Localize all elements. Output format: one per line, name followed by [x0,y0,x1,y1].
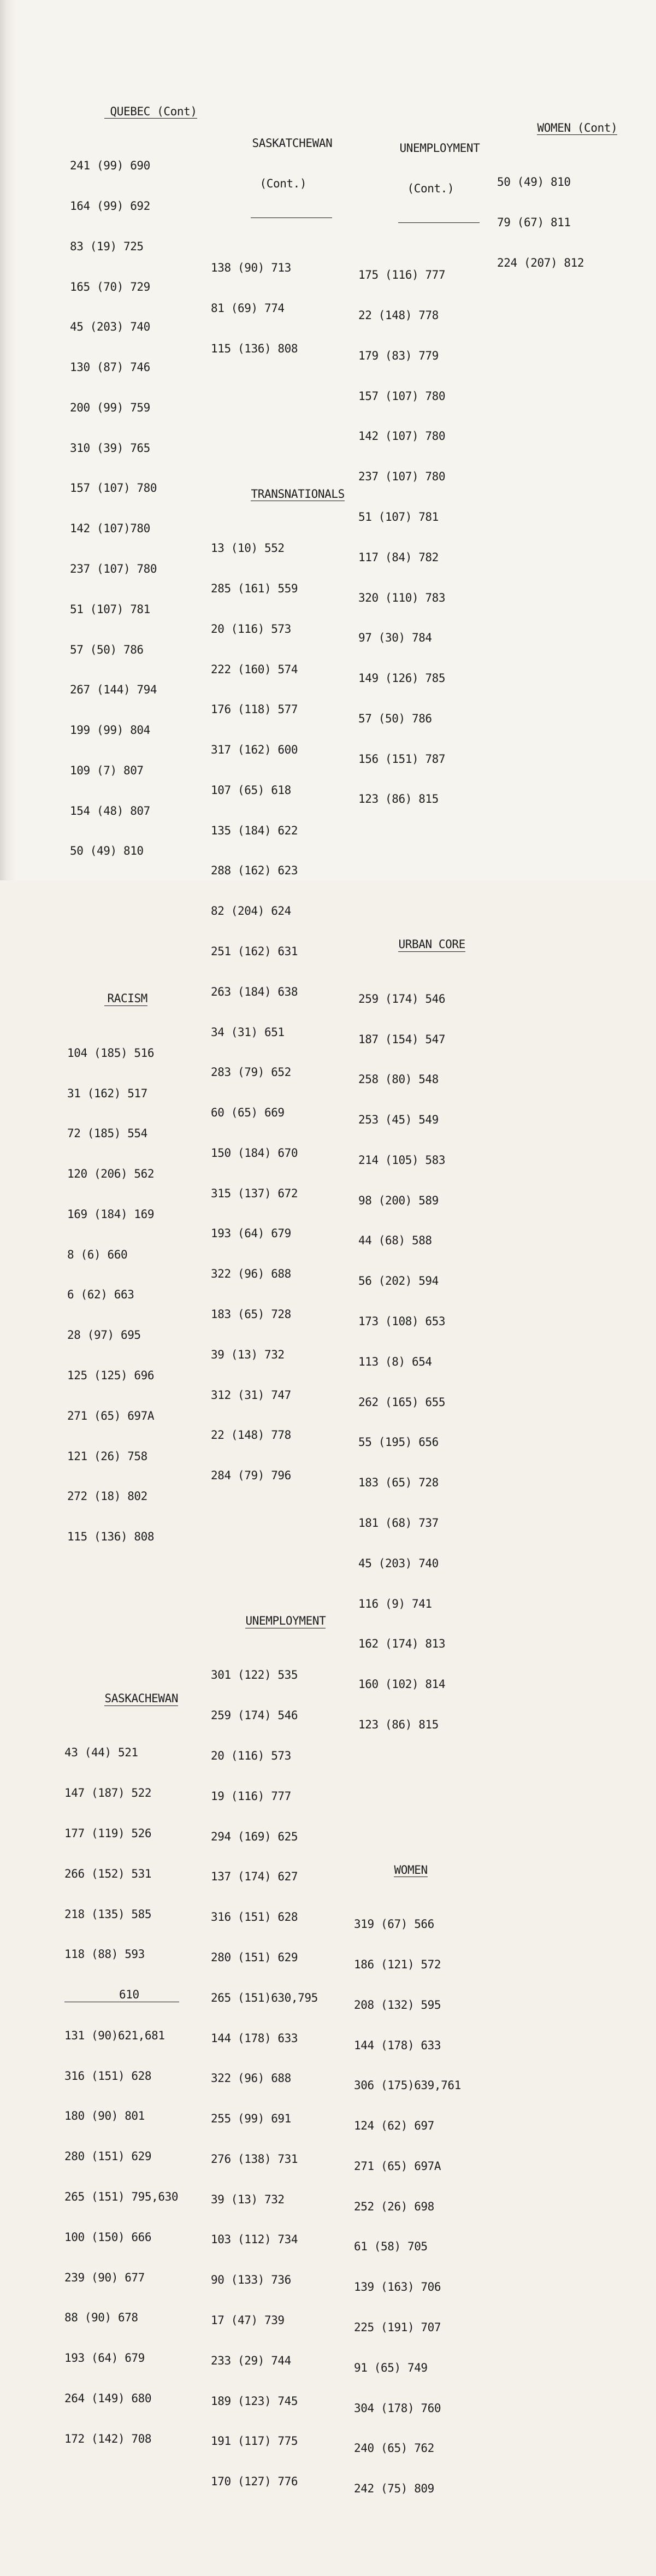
index-entry: 237 (107) 780 [70,562,157,575]
index-entry: 179 (83) 779 [358,349,439,362]
section-gap [211,436,345,447]
index-entry: 225 (191) 707 [354,2320,441,2334]
index-entry: 39 (13) 732 [211,2192,285,2206]
index-entry: 272 (18) 802 [67,1490,147,1503]
index-entry: 55 (195) 656 [358,1436,439,1449]
index-entry: 115 (136) 808 [211,342,298,355]
index-entry: 265 (151) 795,630 [64,2190,179,2204]
index-entry: 175 (116) 777 [358,268,446,282]
section-gap [64,939,197,952]
index-entry: 57 (50) 786 [70,643,144,656]
index-entry: 97 (30) 784 [358,631,432,645]
index-entry: 118 (88) 593 [64,1948,145,1961]
index-entry: 280 (151) 629 [64,2150,152,2163]
index-entry: 255 (99) 691 [211,2112,291,2126]
index-entry: 312 (31) 747 [211,1388,291,1402]
section-gap [64,1624,197,1651]
index-entry: 304 (178) 760 [354,2401,441,2415]
index-entry: 20 (116) 573 [211,1749,291,1763]
index-entry: 56 (202) 594 [358,1274,439,1288]
index-entry: 218 (135) 585 [64,1907,152,1921]
entry-list [354,1891,480,2522]
entry-list [205,1642,345,2515]
entry-list [64,132,197,885]
index-entry: 183 (65) 728 [211,1308,291,1321]
index-entry: 98 (200) 589 [358,1193,439,1207]
index-entry: 22 (148) 778 [358,309,439,322]
index-entry: 164 (99) 692 [70,199,150,213]
entry-list [64,1020,197,1571]
index-entry: 157 (107) 780 [358,389,446,403]
index-entry: 160 (102) 814 [358,1678,446,1691]
entry-list [358,242,480,833]
index-entry: 104 (185) 516 [67,1046,155,1060]
index-entry: 150 (184) 670 [211,1146,298,1160]
index-entry: 285 (161) 559 [211,581,298,595]
section-gap [211,1563,345,1574]
index-entry: 115 (136) 808 [67,1530,155,1544]
index-entry: 294 (169) 625 [211,1830,298,1843]
section-heading: SASKACHEWAN [104,1692,179,1705]
section-racism [64,979,197,1597]
index-entry: 237 (107) 780 [358,470,446,484]
index-entry: 266 (152) 531 [64,1867,152,1880]
index-entry: 288 (162) 623 [211,864,298,878]
entry-list [497,149,617,297]
index-entry: 144 (178) 633 [354,2038,441,2052]
index-entry: 264 (149) 680 [64,2391,152,2405]
index-entry: 263 (184) 638 [211,985,298,998]
index-entry: 322 (96) 688 [211,1267,291,1281]
index-entry: 177 (119) 526 [64,1827,152,1840]
entry-list [64,1719,197,2472]
index-entry: 172 (142) 708 [64,2432,152,2445]
index-entry: 259 (174) 546 [358,992,446,1005]
index-entry: 301 (122) 535 [211,1668,298,1682]
index-entry: 60 (65) 669 [211,1106,285,1120]
index-entry: 176 (118) 577 [211,703,298,716]
index-entry: 315 (137) 672 [211,1186,298,1200]
index-entry: 173 (108) 653 [358,1315,446,1328]
section-heading: URBAN CORE [398,938,465,951]
section-saskachewan [64,1678,197,2499]
index-entry: 120 (206) 562 [67,1167,155,1181]
index-entry: 284 (79) 796 [211,1469,291,1483]
index-entry: 162 (174) 813 [358,1637,446,1651]
index-entry: 251 (162) 631 [211,945,298,958]
index-entry: 189 (123) 745 [211,2394,298,2408]
section-heading: UNEMPLOYMENT [399,141,480,155]
index-entry: 107 (65) 618 [211,783,291,797]
index-entry: 316 (151) 628 [64,2069,152,2083]
index-entry: 144 (178) 633 [211,2031,298,2045]
section-transnationals [211,474,345,1536]
index-entry: 117 (84) 782 [358,550,439,564]
index-entry: 45 (203) 740 [70,320,150,334]
entry-list [211,515,345,1509]
index-entry: 267 (144) 794 [70,683,157,697]
index-entry: 91 (65) 749 [354,2361,428,2374]
index-entry: 137 (174) 627 [211,1870,298,1884]
index-entry: 200 (99) 759 [70,401,150,414]
index-entry: 83 (19) 725 [70,239,144,253]
index-entry: 224 (207) 812 [497,256,584,269]
index-entry: 43 (44) 521 [64,1746,138,1760]
index-entry: 123 (86) 815 [358,1718,439,1731]
section-heading: RACISM [104,992,147,1006]
index-entry: 283 (79) 652 [211,1066,291,1079]
entry-list [211,234,345,383]
index-entry: 214 (105) 583 [358,1153,446,1167]
index-entry: 81 (69) 774 [211,302,285,315]
index-entry: 241 (99) 690 [70,159,150,173]
index-entry: 276 (138) 731 [211,2152,298,2166]
index-entry: 79 (67) 811 [497,215,571,229]
section-heading-continued: (Cont.) [407,181,454,195]
index-entry: 180 (90) 801 [64,2109,145,2123]
index-column-2 [211,69,345,2569]
index-entry: 319 (67) 566 [354,1918,434,1931]
index-entry: 31 (162) 517 [67,1086,147,1100]
index-entry: 317 (162) 600 [211,743,298,757]
index-entry: 100 (150) 666 [64,2230,152,2244]
section-women-cont [497,108,617,324]
index-entry: 310 (39) 765 [70,441,150,455]
index-entry: 147 (187) 522 [64,1786,152,1800]
index-entry: 28 (97) 695 [67,1328,141,1342]
section-heading: UNEMPLOYMENT [245,1614,326,1628]
index-entry: 306 (175)639,761 [354,2079,461,2092]
index-entry: 51 (107) 781 [70,602,150,616]
index-entry: 17 (47) 739 [211,2313,285,2327]
index-entry: 57 (50) 786 [358,711,432,725]
index-entry: 135 (184) 622 [211,824,298,837]
index-entry: 208 (132) 595 [354,1998,441,2012]
index-entry: 72 (185) 554 [67,1127,147,1140]
index-entry: 271 (65) 697A [67,1409,155,1422]
section-gap [358,1812,480,1823]
index-entry: 113 (8) 654 [358,1355,432,1368]
index-entry: 50 (49) 810 [70,844,144,858]
index-entry: 169 (184) 169 [67,1207,155,1221]
section-heading: WOMEN (Cont) [537,121,618,134]
index-entry: 258 (80) 548 [358,1073,439,1086]
index-entry: 123 (86) 815 [358,792,439,806]
section-unemployment [205,1601,345,2543]
section-heading: SASKATCHEWAN [252,136,333,150]
section-heading: QUEBEC (Cont) [104,105,197,119]
index-entry: 156 (151) 787 [358,752,446,766]
index-entry: 157 (107) 780 [70,481,157,495]
section-gap [358,887,480,898]
index-entry: 6 (62) 663 [67,1288,134,1302]
index-entry-continuation: 610 [64,1988,179,2002]
index-entry: 252 (26) 698 [354,2199,434,2213]
index-entry: 22 (148) 778 [211,1428,291,1442]
index-entry: 242 (75) 809 [354,2482,434,2496]
section-heading: TRANSNATIONALS [251,487,345,501]
index-entry: 322 (96) 688 [211,2072,291,2085]
index-entry: 90 (133) 736 [211,2273,291,2287]
index-entry: 240 (65) 762 [354,2442,434,2455]
index-entry: 125 (125) 696 [67,1369,155,1382]
index-entry: 233 (29) 744 [211,2354,291,2367]
index-entry: 193 (64) 679 [64,2351,145,2365]
index-entry: 259 (174) 546 [211,1709,298,1722]
index-entry: 124 (62) 697 [354,2119,434,2133]
index-entry: 138 (90) 713 [211,261,291,275]
index-entry: 181 (68) 737 [358,1516,439,1530]
index-entry: 191 (117) 775 [211,2434,298,2448]
index-entry: 320 (110) 783 [358,591,446,604]
index-entry: 20 (116) 573 [211,622,291,636]
index-entry: 103 (112) 734 [211,2233,298,2246]
index-entry: 142 (107)780 [70,522,150,536]
section-heading-block [251,110,332,218]
index-entry: 265 (151)630,795 [211,1991,318,2004]
index-column-3 [354,74,480,2576]
entry-list [358,966,480,1758]
index-entry: 280 (151) 629 [211,1950,298,1964]
section-heading-block [398,115,480,223]
index-column-1 [64,64,197,2526]
index-entry: 19 (116) 777 [211,1789,291,1803]
index-entry: 34 (31) 651 [211,1025,285,1039]
index-entry: 88 (90) 678 [64,2311,138,2325]
index-entry: 142 (107) 780 [358,430,446,443]
index-entry: 139 (163) 706 [354,2280,441,2294]
index-entry: 186 (121) 572 [354,1957,441,1971]
index-entry: 39 (13) 732 [211,1348,285,1361]
index-entry: 82 (204) 624 [211,904,291,918]
index-entry: 239 (90) 677 [64,2271,145,2284]
index-entry: 45 (203) 740 [358,1556,439,1570]
section-quebec-cont [64,91,197,911]
index-entry: 183 (65) 728 [358,1476,439,1490]
index-entry: 170 (127) 776 [211,2475,298,2489]
index-entry: 154 (48) 807 [70,804,150,818]
index-entry: 149 (126) 785 [358,672,446,685]
index-entry: 130 (87) 746 [70,361,150,374]
index-entry: 109 (7) 807 [70,763,144,777]
index-entry: 253 (45) 549 [358,1113,439,1127]
index-entry: 222 (160) 574 [211,662,298,676]
section-saskatchewan-cont [211,96,345,409]
index-entry: 316 (151) 628 [211,1910,298,1924]
index-entry: 13 (10) 552 [211,542,285,555]
section-unemployment-cont [358,101,480,860]
index-entry: 116 (9) 741 [358,1597,432,1610]
index-column-4 [497,81,617,350]
index-entry: 199 (99) 804 [70,724,150,737]
index-entry: 8 (6) 660 [67,1248,128,1261]
index-entry: 193 (64) 679 [211,1227,291,1240]
section-women [354,1850,480,2549]
index-entry: 50 (49) 810 [497,175,571,189]
index-entry: 121 (26) 758 [67,1449,147,1463]
index-entry: 44 (68) 588 [358,1234,432,1248]
index-entry: 262 (165) 655 [358,1395,446,1409]
section-urban-core [358,925,480,1785]
index-entry: 165 (70) 729 [70,280,150,293]
index-entry: 271 (65) 697A [354,2159,441,2173]
index-entry: 131 (90)621,681 [64,2028,165,2042]
index-entry: 187 (154) 547 [358,1032,446,1046]
index-entry: 61 (58) 705 [354,2240,428,2254]
section-heading-continued: (Cont.) [259,177,307,190]
index-entry: 51 (107) 781 [358,510,439,524]
section-heading: WOMEN [394,1863,428,1877]
